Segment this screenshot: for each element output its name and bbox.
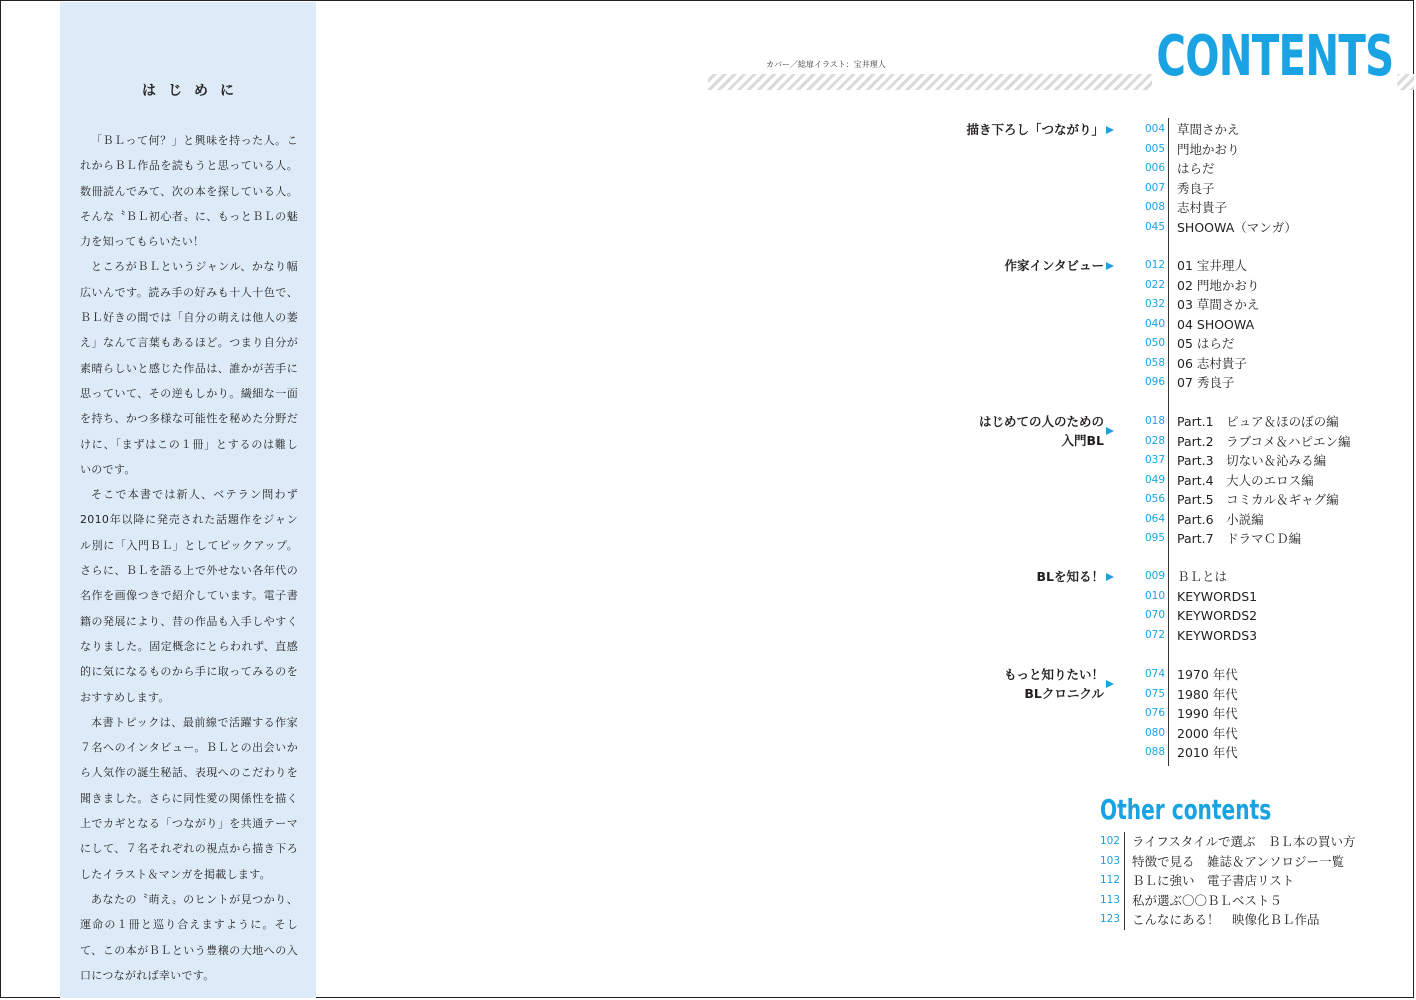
- toc-page-number: 037: [1145, 454, 1166, 466]
- other-entry-title: ライフスタイルで選ぶ ＢＬ本の買い方: [1132, 834, 1356, 849]
- toc-entry-title: 02 門地かおり: [1177, 277, 1260, 293]
- intro-body: [80, 128, 298, 988]
- intro-panel: [60, 2, 316, 998]
- toc-entry[interactable]: [900, 295, 1400, 315]
- toc-page-number: 040: [1145, 317, 1166, 330]
- other-entry-title: こんなにある！ 映像化ＢＬ作品: [1132, 912, 1320, 927]
- toc-entry-title: ＢＬとは: [1177, 569, 1228, 584]
- toc-entry-title: 秀良子: [1177, 180, 1215, 196]
- toc-page-number: 045: [1145, 220, 1166, 233]
- toc-page-number: 004: [1145, 123, 1166, 135]
- toc-page-number: 075: [1145, 687, 1166, 700]
- toc-entry[interactable]: [900, 198, 1400, 218]
- other-entry-title: 特徴で見る 雑誌＆アンソロジー一覧: [1132, 853, 1345, 869]
- toc-entry-title: 1980 年代: [1177, 686, 1238, 702]
- toc-entry-title: 門地かおり: [1177, 141, 1240, 157]
- toc-entry-title: KEYWORDS3: [1177, 627, 1258, 643]
- toc-entry[interactable]: [900, 179, 1400, 199]
- toc-entry-title: 04 SHOOWA: [1177, 316, 1255, 332]
- toc-page-number: 072: [1145, 628, 1166, 641]
- toc-section-label-line: はじめての人のための: [978, 414, 1104, 429]
- cover-credit: カバー／総扉イラスト：宝井理人: [766, 60, 886, 69]
- toc-page-number: 070: [1145, 609, 1166, 621]
- toc-page-number: 022: [1145, 278, 1166, 291]
- other-page-number: 113: [1100, 893, 1121, 906]
- toc-section: [900, 256, 1400, 393]
- toc-page-number: 006: [1145, 162, 1166, 174]
- toc-entry-title: 06 志村貴子: [1177, 355, 1247, 371]
- toc-page-number: 007: [1145, 181, 1166, 194]
- toc-entry[interactable]: [900, 626, 1400, 646]
- toc-entry-title: 1990 年代: [1177, 706, 1238, 721]
- toc-entry-title: 志村貴子: [1177, 200, 1228, 215]
- intro-paragraph: そこで本書では新人、ベテラン問わず2010年以降に発売された話題作をジャンル別に「入門ＢＬ」としてピックアップ。さらに、ＢＬを語る上で外せない各年代の名作を画像つきで紹介しています。電子書籍の発展により、昔の作品も入手しやすくなりました。固定概念にとらわれず、直感的に気になるものから手に取ってみるのをおすすめします。: [80, 488, 298, 704]
- contents-title: CONTENTS: [1152, 22, 1398, 92]
- toc-entry[interactable]: [900, 334, 1400, 354]
- toc-page-number: 080: [1145, 726, 1166, 739]
- toc-entry[interactable]: [900, 567, 1400, 587]
- toc-section-label-line: もっと知りたい！: [1003, 667, 1104, 682]
- toc-page-number: 049: [1145, 473, 1166, 486]
- intro-title: はじめに: [142, 83, 246, 99]
- toc-page-number: 096: [1145, 376, 1166, 388]
- toc-entry[interactable]: [900, 490, 1400, 510]
- toc-page-number: 056: [1145, 493, 1166, 505]
- toc-page-number: 076: [1145, 707, 1166, 719]
- toc-entry-title: KEYWORDS1: [1177, 588, 1258, 604]
- intro-paragraph: 「ＢＬって何？」と興味を持った人。これからＢＬ作品を読もうと思っている人。数冊読んでみて、次の本を探している人。そんな〝ＢＬ初心者〟に、もっとＢＬの魅力を知ってもらいたい！: [80, 134, 298, 249]
- toc-page-number: 088: [1145, 746, 1166, 758]
- toc-entry-title: 03 草間さかえ: [1177, 297, 1260, 312]
- toc-entry-title: Part.6 小説編: [1177, 511, 1264, 527]
- toc-entry-title: 2010 年代: [1177, 745, 1238, 760]
- toc-entry[interactable]: [900, 159, 1400, 179]
- toc-entry-title: 07 秀良子: [1177, 375, 1235, 390]
- toc-entry[interactable]: [900, 471, 1400, 491]
- toc-page-number: 095: [1145, 532, 1166, 544]
- toc-entry-title: Part.7 ドラマＣＤ編: [1177, 531, 1302, 546]
- toc-entry[interactable]: [900, 665, 1400, 685]
- other-contents-entry[interactable]: [1100, 832, 1400, 852]
- other-contents-entry[interactable]: [1100, 852, 1400, 872]
- other-page-number: 112: [1100, 874, 1121, 886]
- intro-paragraph: 本書トピックは、最前線で活躍する作家７名へのインタビュー。ＢＬとの出会いから人気作の誕生秘話、表現へのこだわりを聞きました。さらに同性愛の関係性を描く上でカギとなる「つながり」を共通テーマにして、７名それぞれの視点から描き下ろしたイラスト＆マンガを掲載します。: [80, 715, 298, 881]
- toc-entry-title: SHOOWA（マンガ）: [1177, 219, 1297, 235]
- toc-entry-title: Part.3 切ない＆沁みる編: [1177, 453, 1327, 468]
- other-page-number: 102: [1100, 835, 1121, 847]
- toc-page-number: 074: [1145, 668, 1166, 680]
- toc-entry-title: KEYWORDS2: [1177, 608, 1258, 623]
- toc-entry[interactable]: [900, 510, 1400, 530]
- toc-entry[interactable]: [900, 120, 1400, 140]
- toc-page-number: 010: [1145, 589, 1166, 602]
- toc-entry[interactable]: [900, 276, 1400, 296]
- toc-entry-title: はらだ: [1177, 161, 1215, 176]
- toc-entry[interactable]: [900, 529, 1400, 549]
- toc-section: [900, 120, 1400, 237]
- toc-entry-title: 01 宝井理人: [1177, 258, 1247, 273]
- toc-entry[interactable]: [900, 685, 1400, 705]
- toc-entry-title: Part.4 大人のエロス編: [1177, 472, 1314, 488]
- toc-entry-title: 1970 年代: [1177, 667, 1238, 682]
- toc-page-number: 064: [1145, 512, 1166, 525]
- toc-entry[interactable]: [900, 373, 1400, 393]
- toc-entry-title: 草間さかえ: [1177, 122, 1240, 137]
- other-contents-title: Other contents: [1100, 793, 1272, 826]
- toc-entry[interactable]: [900, 724, 1400, 744]
- toc-section: [900, 665, 1400, 763]
- toc-entry[interactable]: [900, 451, 1400, 471]
- toc-page-number: 028: [1145, 434, 1166, 447]
- toc-section: [900, 412, 1400, 549]
- toc-page-number: 018: [1145, 415, 1166, 427]
- other-contents-entry[interactable]: [1100, 891, 1400, 911]
- toc-entry[interactable]: [900, 704, 1400, 724]
- toc-page-number: 005: [1145, 142, 1166, 155]
- toc-page-number: 058: [1145, 356, 1166, 369]
- toc-entry-title: Part.5 コミカル＆ギャグ編: [1177, 492, 1339, 507]
- toc-entry[interactable]: [900, 218, 1400, 238]
- toc-entry[interactable]: [900, 606, 1400, 626]
- toc-page-number: 008: [1145, 201, 1166, 213]
- other-entry-title: ＢＬに強い 電子書店リスト: [1132, 873, 1295, 888]
- toc-entry-title: 2000 年代: [1177, 725, 1238, 741]
- toc-entry[interactable]: [900, 256, 1400, 276]
- other-contents-entry[interactable]: [1100, 910, 1400, 930]
- toc-section-label-line: BLを知る！: [1036, 569, 1104, 584]
- toc-entry[interactable]: [900, 432, 1400, 452]
- toc-section-label-line: 作家インタビュー: [1004, 258, 1104, 273]
- toc-entry[interactable]: [900, 315, 1400, 335]
- other-page-number: 123: [1100, 913, 1121, 925]
- other-page-number: 103: [1100, 854, 1121, 867]
- toc-entry-title: Part.1 ピュア＆ほのぼの編: [1177, 414, 1339, 429]
- intro-paragraph: ところがＢＬというジャンル、かなり幅広いんです。読み手の好みも十人十色で、ＢＬ好きの間では「自分の萌えは他人の萎え」なんて言葉もあるほど。つまり自分が素晴らしいと感じた作品は、誰かが苦手に思っていて、その逆もしかり。繊細な一面を持ち、かつ多様な可能性を秘めた分野だけに、「まずはこの１冊」とするのは難しいのです。: [80, 260, 298, 476]
- other-contents-entry[interactable]: [1100, 871, 1400, 891]
- toc-entry[interactable]: [900, 354, 1400, 374]
- toc-page-number: 032: [1145, 298, 1166, 310]
- toc-entry-title: 05 はらだ: [1177, 336, 1235, 351]
- other-entry-title: 私が選ぶ〇〇ＢＬベスト５: [1132, 892, 1283, 908]
- toc-entry-title: Part.2 ラブコメ＆ハピエン編: [1177, 433, 1351, 449]
- toc-section-label-line: 描き下ろし「つながり」: [966, 122, 1104, 137]
- intro-paragraph: あなたの〝萌え〟のヒントが見つかり、運命の１冊と巡り合えますように。そして、この本がＢＬという豊穣の大地への入口につながれば幸いです。: [80, 892, 298, 982]
- toc-entry[interactable]: [900, 587, 1400, 607]
- toc-entry[interactable]: [900, 140, 1400, 160]
- toc-entry[interactable]: [900, 412, 1400, 432]
- toc-section-label-line: 入門BL: [1061, 433, 1104, 448]
- toc-page-number: 009: [1145, 570, 1166, 582]
- toc-page-number: 012: [1145, 259, 1166, 271]
- toc-section: [900, 567, 1400, 645]
- toc-entry[interactable]: [900, 743, 1400, 763]
- toc-section-label-line: BLクロニクル: [1024, 686, 1104, 701]
- toc-page-number: 050: [1145, 337, 1166, 349]
